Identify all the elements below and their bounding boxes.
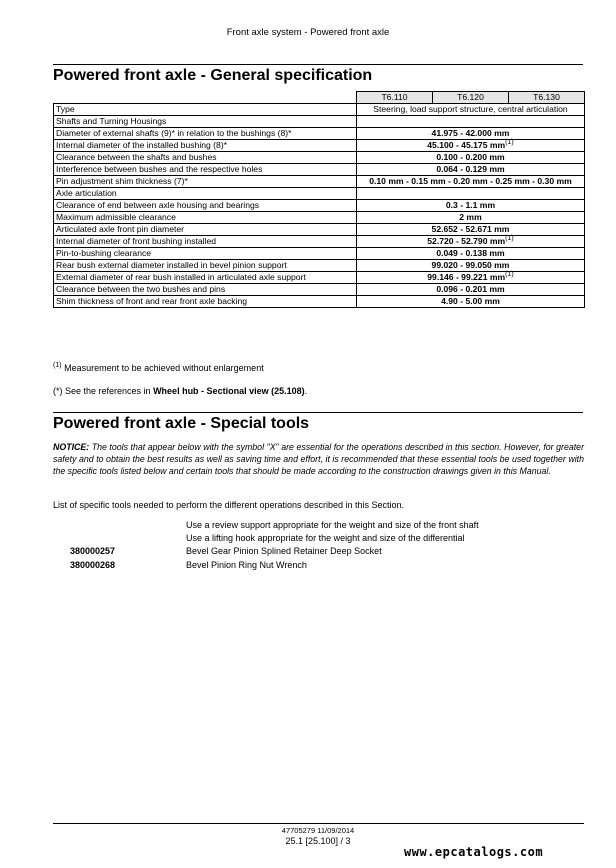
- spec-row: [54, 104, 585, 116]
- spec-row: [54, 164, 585, 176]
- spec-section-title: Powered front axle - General specification: [53, 64, 583, 85]
- spec-value-text: 0.049 - 0.138 mm: [436, 248, 505, 258]
- spec-label: Maximum admissible clearance: [54, 212, 357, 224]
- spec-label: Diameter of external shafts (9)* in relation to the bushings (8)*: [54, 128, 357, 140]
- spec-table-header: [54, 92, 585, 104]
- spec-value: [357, 140, 585, 152]
- spec-row: [54, 272, 585, 284]
- spec-value-text: 0.3 - 1.1 mm: [445, 200, 496, 210]
- reference-suffix: .: [304, 386, 308, 396]
- page-number: 25.1 [25.100] / 3: [285, 836, 351, 846]
- spec-label: Pin-to-bushing clearance: [54, 248, 357, 260]
- spec-label: Internal diameter of the installed bushing (8)*: [54, 140, 357, 152]
- spec-value-text: 4.90 - 5.00 mm: [441, 296, 500, 306]
- spec-value: [357, 152, 585, 164]
- spec-row: [54, 296, 585, 308]
- spec-table-body: [54, 104, 585, 308]
- spec-label: External diameter of rear bush installed in articulated axle support: [54, 272, 357, 284]
- spec-value: [357, 260, 585, 272]
- model-header: T6.120: [433, 92, 509, 104]
- tools-section-title: Powered front axle - Special tools: [53, 412, 583, 433]
- watermark: www.epcatalogs.com: [404, 845, 544, 859]
- spec-value-note: (1): [505, 139, 514, 147]
- spec-value: [357, 188, 585, 200]
- spec-value: [357, 224, 585, 236]
- spec-table: [53, 91, 585, 308]
- spec-label: Interference between bushes and the respective holes: [54, 164, 357, 176]
- spec-row: [54, 200, 585, 212]
- spec-label: Clearance between the shafts and bushes: [54, 152, 357, 164]
- spec-value-text: 0.064 - 0.129 mm: [436, 164, 505, 174]
- spec-value-note: (1): [505, 271, 514, 279]
- footnote: [53, 363, 264, 373]
- spec-label: Type: [54, 104, 357, 116]
- spec-label: Rear bush external diameter installed in bevel pinion support: [54, 260, 357, 272]
- spec-value-text: 0.096 - 0.201 mm: [436, 284, 505, 294]
- spec-row: [54, 224, 585, 236]
- spec-row: [54, 116, 585, 128]
- reference-note: [53, 386, 307, 396]
- spec-value: [357, 236, 585, 248]
- spec-value: [357, 248, 585, 260]
- spec-value: [357, 212, 585, 224]
- model-header: T6.130: [509, 92, 585, 104]
- spec-row: [54, 260, 585, 272]
- spec-row: [54, 284, 585, 296]
- spec-value-text: 45.100 - 45.175 mm: [427, 140, 506, 150]
- spec-value: [357, 296, 585, 308]
- spec-value-text: 99.146 - 99.221 mm: [427, 272, 506, 282]
- spec-row: [54, 152, 585, 164]
- spec-row: [54, 176, 585, 188]
- notice-paragraph: [53, 442, 584, 477]
- footnote-text: Measurement to be achieved without enlargement: [64, 363, 264, 373]
- spec-value-text: 0.100 - 0.200 mm: [436, 152, 505, 162]
- spec-label: Clearance between the two bushes and pins: [54, 284, 357, 296]
- reference-link[interactable]: Wheel hub - Sectional view (25.108): [153, 386, 305, 396]
- spec-value-text: Steering, load support structure, central articulation: [373, 104, 568, 114]
- spec-value-text: 2 mm: [459, 212, 482, 222]
- tool-description: Bevel Pinion Ring Nut Wrench: [186, 559, 307, 570]
- spec-row: [54, 188, 585, 200]
- spec-label: Shim thickness of front and rear front axle backing: [54, 296, 357, 308]
- spec-row: [54, 128, 585, 140]
- doc-id: 47705279 11/09/2014: [281, 826, 355, 835]
- spec-row: [54, 236, 585, 248]
- spec-value: [357, 164, 585, 176]
- spec-value: [357, 200, 585, 212]
- spec-label: Internal diameter of front bushing installed: [54, 236, 357, 248]
- spec-value-text: 99.020 - 99.050 mm: [431, 260, 510, 270]
- tool-number: 380000257: [70, 546, 116, 557]
- footnote-marker: (1): [53, 362, 62, 369]
- spec-value-text: 41.975 - 42.000 mm: [431, 128, 510, 138]
- tool-description: Use a review support appropriate for the weight and size of the front shaft: [186, 520, 479, 530]
- reference-prefix: (*) See the references in: [53, 386, 154, 396]
- spec-label: Articulated axle front pin diameter: [54, 224, 357, 236]
- spec-label: Clearance of end between axle housing and bearings: [54, 200, 357, 212]
- spec-value-text: 52.652 - 52.671 mm: [431, 224, 510, 234]
- spec-value: [357, 116, 585, 128]
- spec-label: Axle articulation: [54, 188, 357, 200]
- notice-label: NOTICE:: [53, 442, 90, 452]
- spec-label: Shafts and Turning Housings: [54, 116, 357, 128]
- spec-row: [54, 212, 585, 224]
- tool-description: Use a lifting hook appropriate for the weight and size of the differential: [186, 533, 465, 544]
- spec-value-note: (1): [505, 235, 514, 243]
- tools-intro: List of specific tools needed to perform the different operations described in this Section.: [53, 500, 405, 510]
- spec-value: [357, 272, 585, 284]
- spec-value: [357, 104, 585, 116]
- spec-value: [357, 284, 585, 296]
- spec-value-text: 52.720 - 52.790 mm: [427, 236, 506, 246]
- model-header: T6.110: [357, 92, 433, 104]
- spec-header-blank: [54, 92, 357, 104]
- running-header: Front axle system - Powered front axle: [226, 27, 390, 38]
- notice-text: The tools that appear below with the symbol "X" are essential for the operations described in this section. However, for greater safety and to obtain the best results as well as saving time and effort, it is recommended that these essential tools be used together with the specific tools listed below and certain tools that should be made according to the construction drawings given in this Manual.: [53, 442, 584, 476]
- spec-value-text: 0.10 mm - 0.15 mm - 0.20 mm - 0.25 mm - 0.30 mm: [369, 176, 572, 186]
- footer-divider: [53, 823, 584, 824]
- spec-row: [54, 248, 585, 260]
- tool-description: Bevel Gear Pinion Splined Retainer Deep Socket: [186, 546, 382, 557]
- spec-label: Pin adjustment shim thickness (7)*: [54, 176, 357, 188]
- spec-value: [357, 176, 585, 188]
- spec-row: [54, 140, 585, 152]
- spec-value: [357, 128, 585, 140]
- tool-number: 380000268: [70, 559, 116, 570]
